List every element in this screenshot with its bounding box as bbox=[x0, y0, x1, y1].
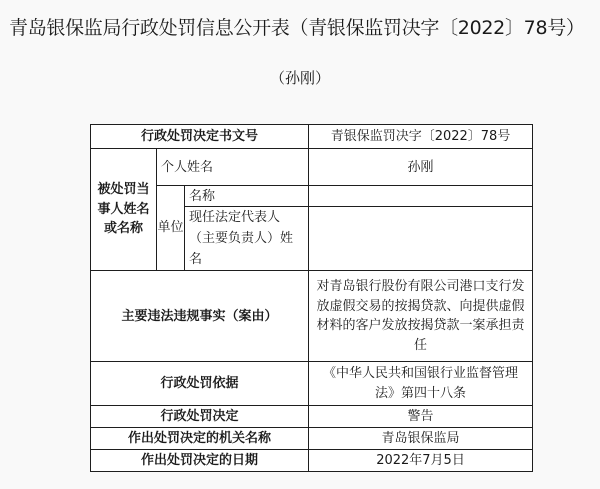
document-subtitle: （孙刚） bbox=[269, 69, 330, 87]
unit-label: 单位 bbox=[157, 186, 185, 271]
date-label: 作出处罚决定的日期 bbox=[91, 450, 309, 472]
authority-value: 青岛银保监局 bbox=[309, 428, 533, 450]
table-row bbox=[91, 406, 533, 428]
date-value: 2022年7月5日 bbox=[309, 450, 533, 472]
decision-value: 警告 bbox=[309, 406, 533, 428]
table-row bbox=[91, 149, 533, 186]
unit-name-label: 名称 bbox=[185, 186, 309, 207]
violation-value: 对青岛银行股份有限公司港口支行发放虚假交易的按揭贷款、向提供虚假材料的客户发放按揭贷款一案承担责任 bbox=[309, 271, 533, 362]
table-row bbox=[91, 125, 533, 149]
document-title: 青岛银保监局行政处罚信息公开表（青银保监罚决字〔2022〕78号） bbox=[9, 17, 585, 39]
table-row bbox=[91, 450, 533, 472]
individual-label: 个人姓名 bbox=[157, 149, 309, 186]
violation-label: 主要违法违规事实（案由） bbox=[91, 271, 309, 362]
unit-name-value bbox=[309, 186, 533, 207]
individual-value: 孙刚 bbox=[309, 149, 533, 186]
penalty-info-table bbox=[90, 124, 533, 472]
decision-label: 行政处罚决定 bbox=[91, 406, 309, 428]
table-row bbox=[91, 428, 533, 450]
table-row bbox=[91, 186, 533, 207]
authority-label: 作出处罚决定的机关名称 bbox=[91, 428, 309, 450]
party-label: 被处罚当事人姓名或名称 bbox=[91, 149, 157, 271]
decision-no-value: 青银保监罚决字〔2022〕78号 bbox=[309, 125, 533, 149]
decision-no-label: 行政处罚决定书文号 bbox=[91, 125, 309, 149]
table-row bbox=[91, 271, 533, 362]
basis-label: 行政处罚依据 bbox=[91, 362, 309, 406]
basis-value: 《中华人民共和国银行业监督管理法》第四十八条 bbox=[309, 362, 533, 406]
table-row bbox=[91, 362, 533, 406]
legal-rep-label: 现任法定代表人（主要负责人）姓名 bbox=[185, 207, 309, 271]
legal-rep-value bbox=[309, 207, 533, 271]
